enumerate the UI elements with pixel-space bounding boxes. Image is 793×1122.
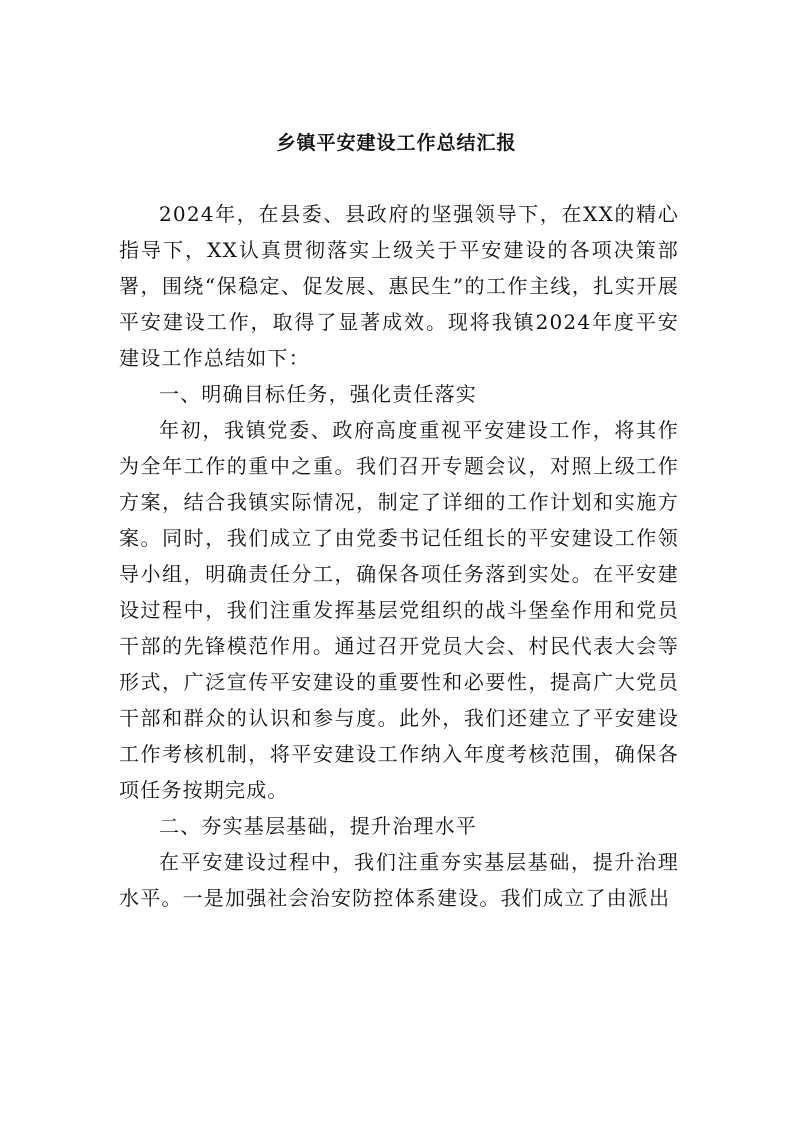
section-heading-2: 二、夯实基层基础，提升治理水平 bbox=[159, 814, 477, 838]
paragraph-section-1: 年初，我镇党委、政府高度重视平安建设工作，将其作为全年工作的重中之重。我们召开专题会议，对照上级工作方案，结合我镇实际情况，制定了详细的工作计划和实施方案。同时，我们成立了由党委书记任组长的平安建设工作领导小组，明确责任分工，确保各项任务落到实处。在平安建设过程中，我们注重发挥基层党组织的战斗堡垒作用和党员干部的先锋模范作用。通过召开党员大会、村民代表大会等形式，广泛宣传平安建设的重要性和必要性，提高广大党员干部和群众的认识和参与度。此外，我们还建立了平安建设工作考核机制，将平安建设工作纳入年度考核范围，确保各项任务按期完成。 bbox=[119, 418, 679, 802]
document-title: 乡镇平安建设工作总结汇报 bbox=[276, 132, 517, 154]
paragraph-section-2: 在平安建设过程中，我们注重夯实基层基础，提升治理水平。一是加强社会治安防控体系建设。我们成立了由派出 bbox=[119, 850, 679, 910]
document-body bbox=[119, 196, 679, 916]
section-heading-1: 一、明确目标任务，强化责任落实 bbox=[159, 382, 477, 406]
paragraph-intro: 2024年，在县委、县政府的坚强领导下，在XX的精心指导下，XX认真贯彻落实上级关于平安建设的各项决策部署，围绕“保稳定、促发展、惠民生”的工作主线，扎实开展平安建设工作，取得了显著成效。现将我镇2024年度平安建设工作总结如下： bbox=[119, 202, 679, 370]
